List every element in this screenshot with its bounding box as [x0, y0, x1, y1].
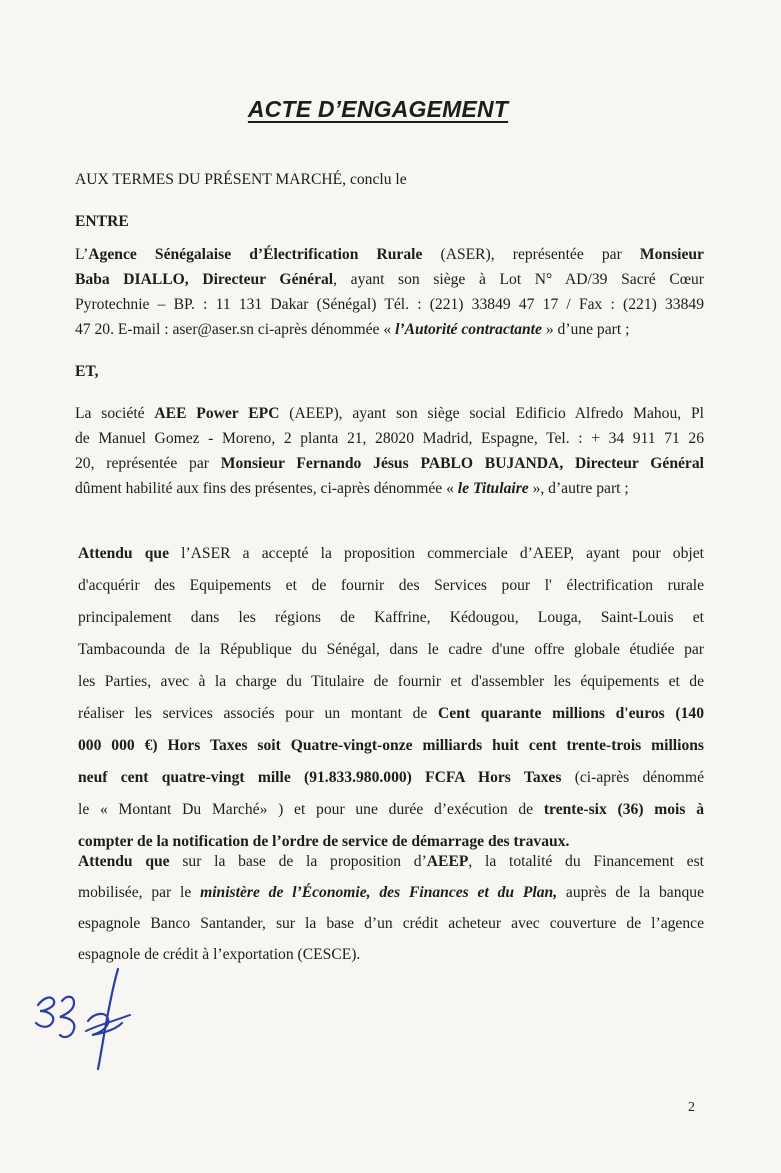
party2-line-4: dûment habilité aux fins des présentes, ci-après dénommée « le Titulaire », d’autre part ;: [75, 480, 629, 497]
party2-line-3: 20, représentée par Monsieur Fernando Jésus PABLO BUJANDA, Directeur Général: [75, 455, 704, 472]
party1-line-1: L’Agence Sénégalaise d’Électrification Rurale (ASER), représentée par Monsieur: [75, 246, 704, 263]
intro-line: AUX TERMES DU PRÉSENT MARCHÉ, conclu le: [75, 171, 407, 188]
party2-line-2: de Manuel Gomez - Moreno, 2 planta 21, 28020 Madrid, Espagne, Tel. : + 34 911 71 26: [75, 430, 704, 447]
party1-line-3: Pyrotechnie – BP. : 11 131 Dakar (Sénégal) Tél. : (221) 33849 47 17 / Fax : (221) 33849: [75, 296, 704, 313]
attendu1-line-3: principalement dans les régions de Kaffrine, Kédougou, Louga, Saint-Louis et: [78, 609, 704, 626]
attendu1-line-1: Attendu que l’ASER a accepté la proposition commerciale d’AEEP, ayant pour objet: [78, 545, 704, 562]
attendu1-line-9: le « Montant Du Marché» ) et pour une durée d’exécution de trente-six (36) mois à: [78, 801, 704, 818]
entre-heading: ENTRE: [75, 213, 129, 230]
et-heading: ET,: [75, 363, 99, 380]
attendu1-line-8: neuf cent quatre-vingt mille (91.833.980.000) FCFA Hors Taxes (ci-après dénommé: [78, 769, 704, 786]
party2-line-1: La société AEE Power EPC (AEEP), ayant son siège social Edificio Alfredo Mahou, Pl: [75, 405, 704, 422]
attendu2-line-2: mobilisée, par le ministère de l’Économie, des Finances et du Plan, auprès de la banque: [78, 884, 705, 901]
attendu1-line-6: réaliser les services associés pour un montant de Cent quarante millions d'euros (140: [78, 705, 704, 722]
attendu1-line-4: Tambacounda de la République du Sénégal, dans le cadre d'une offre globale étudiée par: [78, 641, 704, 658]
document-title: ACTE D’ENGAGEMENT: [247, 96, 509, 122]
page-number: 2: [688, 1100, 695, 1115]
attendu2-line-3: espagnole Banco Santander, sur la base d’un crédit acheteur avec couverture de l’agence: [78, 915, 704, 932]
attendu1-line-5: les Parties, avec à la charge du Titulaire de fournir et d'assembler les équipements et de: [78, 673, 704, 690]
party1-line-4: 47 20. E-mail : aser@aser.sn ci-après dénommée « l’Autorité contractante » d’une part ;: [75, 321, 630, 338]
attendu1-line-10: compter de la notification de l’ordre de service de démarrage des travaux.: [78, 833, 570, 850]
party1-line-2: Baba DIALLO, Directeur Général, ayant son siège à Lot N° AD/39 Sacré Cœur: [75, 271, 704, 288]
attendu2-line-4: espagnole de crédit à l’exportation (CESCE).: [78, 946, 361, 963]
attendu1-line-7: 000 000 €) Hors Taxes soit Quatre-vingt-onze milliards huit cent trente-trois millions: [78, 737, 704, 754]
attendu2-line-1: Attendu que sur la base de la proposition d’AEEP, la totalité du Financement est: [78, 853, 704, 870]
attendu1-line-2: d'acquérir des Equipements et de fournir des Services pour l' électrification rurale: [78, 577, 704, 594]
handwritten-initials-signature: [30, 965, 170, 1075]
